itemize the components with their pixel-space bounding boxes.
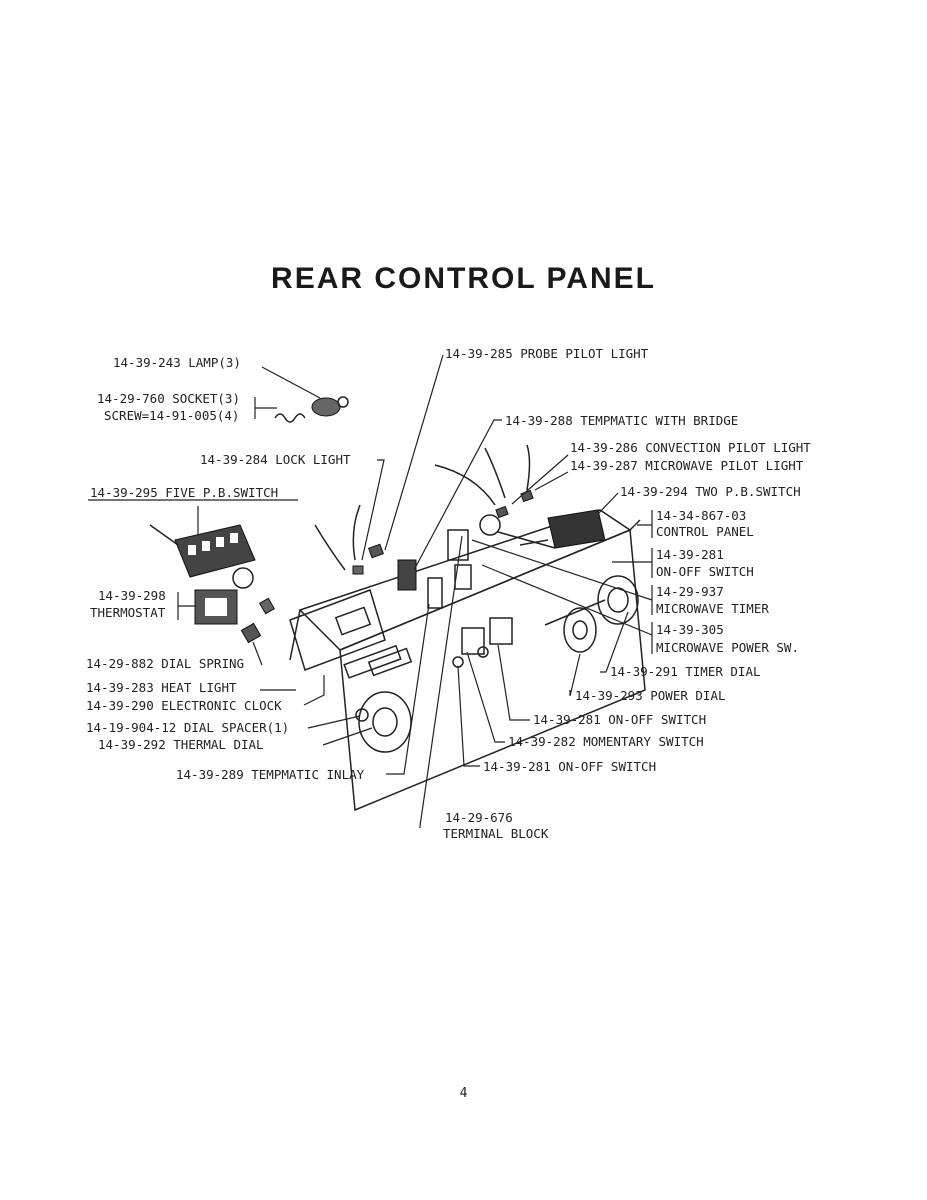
label-terminal-block-num: 14-29-676 (445, 810, 513, 825)
label-tempmatic-bridge: 14-39-288 TEMPMATIC WITH BRIDGE (505, 413, 739, 428)
thermal-dial (356, 692, 411, 752)
label-control-panel-num: 14-34-867-03 (656, 508, 747, 523)
label-five-pb-switch: 14-39-295 FIVE P.B.SWITCH (90, 485, 279, 500)
label-thermostat-num: 14-39-298 (98, 588, 166, 603)
label-control-panel-name: CONTROL PANEL (656, 524, 754, 539)
thermostat (195, 568, 253, 624)
page-title: REAR CONTROL PANEL (271, 262, 656, 295)
label-mw-power-num: 14-39-305 (656, 622, 724, 637)
label-dial-spring: 14-29-882 DIAL SPRING (86, 656, 245, 671)
label-mw-timer-num: 14-29-937 (656, 584, 724, 599)
label-power-dial: 14-39-293 POWER DIAL (575, 688, 726, 703)
label-probe-pilot-light: 14-39-285 PROBE PILOT LIGHT (445, 346, 649, 361)
dial-spring (241, 598, 274, 642)
label-microwave-pilot: 14-39-287 MICROWAVE PILOT LIGHT (570, 458, 804, 473)
lamp-socket (275, 397, 348, 422)
label-socket: 14-29-760 SOCKET(3) (97, 391, 240, 406)
label-terminal-block-name: TERMINAL BLOCK (443, 826, 549, 841)
page-number: 4 (459, 1086, 468, 1101)
label-heat-light: 14-39-283 HEAT LIGHT (86, 680, 237, 695)
front-switches (453, 618, 512, 667)
label-mw-power-name: MICROWAVE POWER SW. (656, 640, 799, 655)
label-thermal-dial: 14-39-292 THERMAL DIAL (98, 737, 264, 752)
label-tempmatic-inlay: 14-39-289 TEMPMATIC INLAY (176, 767, 365, 782)
label-two-pb-switch: 14-39-294 TWO P.B.SWITCH (620, 484, 801, 499)
label-lock-light: 14-39-284 LOCK LIGHT (200, 452, 351, 467)
label-convection-pilot: 14-39-286 CONVECTION PILOT LIGHT (570, 440, 811, 455)
lock-light (315, 505, 383, 574)
label-mw-timer-name: MICROWAVE TIMER (656, 601, 769, 616)
label-onoff-top-num: 14-39-281 (656, 547, 724, 562)
label-thermostat-name: THERMOSTAT (90, 605, 166, 620)
label-momentary: 14-39-282 MOMENTARY SWITCH (508, 734, 704, 749)
label-electronic-clock: 14-39-290 ELECTRONIC CLOCK (86, 698, 282, 713)
electronic-clock (290, 590, 385, 670)
label-onoff-top-name: ON-OFF SWITCH (656, 564, 754, 579)
label-onoff-2: 14-39-281 ON-OFF SWITCH (483, 759, 657, 774)
label-timer-dial: 14-39-291 TIMER DIAL (610, 664, 761, 679)
tempmatic-bridge (398, 530, 471, 608)
label-onoff-1: 14-39-281 ON-OFF SWITCH (533, 712, 707, 727)
label-screw: SCREW=14-91-005(4) (104, 408, 240, 423)
label-dial-spacer: 14-19-904-12 DIAL SPACER(1) (86, 720, 290, 735)
label-lamp: 14-39-243 LAMP(3) (113, 355, 241, 370)
microwave-timer (545, 576, 638, 625)
